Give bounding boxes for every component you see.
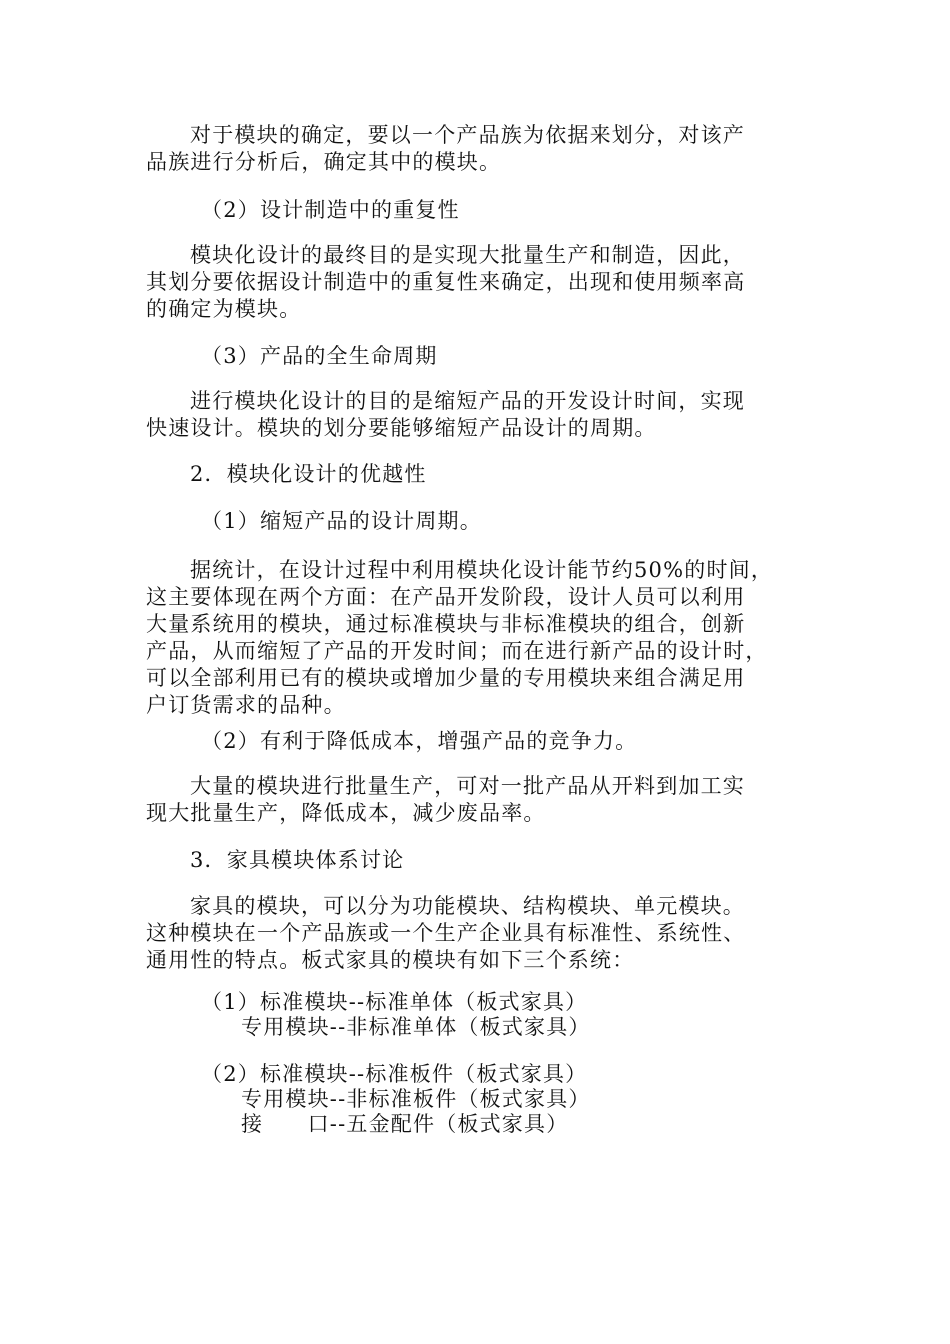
subheading-shorten-cycle: （1）缩短产品的设计周期。 xyxy=(201,509,482,533)
paragraph-module-determination xyxy=(146,122,794,176)
paragraph-batch-production xyxy=(146,773,794,827)
paragraph-lifecycle xyxy=(146,388,794,442)
paragraph-furniture-modules xyxy=(146,893,794,974)
module-list-1 xyxy=(201,990,849,1040)
text-line: 据统计，在设计过程中利用模块化设计能节约50%的时间， xyxy=(190,558,774,582)
text-line: 这种模块在一个产品族或一个生产企业具有标准性、系统性、 xyxy=(146,921,746,945)
list-item: 专用模块--非标准单体（板式家具） xyxy=(241,1015,591,1039)
module-list-2 xyxy=(201,1062,849,1137)
subheading-reduce-cost: （2）有利于降低成本，增强产品的竞争力。 xyxy=(201,729,638,753)
text-line: 大量的模块进行批量生产，可对一批产品从开料到加工实 xyxy=(190,774,745,798)
text-line: 对于模块的确定，要以一个产品族为依据来划分，对该产 xyxy=(190,123,745,147)
text-line: 进行模块化设计的目的是缩短产品的开发设计时间，实现 xyxy=(190,389,745,413)
subheading-repeatability: （2）设计制造中的重复性 xyxy=(201,198,460,222)
text-line: 通用性的特点。板式家具的模块有如下三个系统： xyxy=(146,948,635,972)
text-line: 户订货需求的品种。 xyxy=(146,693,346,717)
paragraph-repeatability xyxy=(146,242,794,323)
text-line: 这主要体现在两个方面：在产品开发阶段，设计人员可以利用 xyxy=(146,585,746,609)
subheading-lifecycle: （3）产品的全生命周期 xyxy=(201,344,438,368)
heading-advantages: 2．模块化设计的优越性 xyxy=(190,462,427,486)
paragraph-statistics xyxy=(146,557,794,719)
text-line: 模块化设计的最终目的是实现大批量生产和制造，因此， xyxy=(190,243,745,267)
text-line: 可以全部利用已有的模块或增加少量的专用模块来组合满足用 xyxy=(146,666,746,690)
list-item: 专用模块--非标准板件（板式家具） xyxy=(241,1087,591,1111)
text-line: 产品，从而缩短了产品的开发时间；而在进行新产品的设计时， xyxy=(146,639,768,663)
list-item: （2）标准模块--标准板件（板式家具） xyxy=(201,1062,588,1086)
text-line: 大量系统用的模块，通过标准模块与非标准模块的组合，创新 xyxy=(146,612,746,636)
text-line: 的确定为模块。 xyxy=(146,297,302,321)
text-line: 品族进行分析后，确定其中的模块。 xyxy=(146,150,502,174)
list-item: 接 口--五金配件（板式家具） xyxy=(241,1112,569,1136)
heading-furniture-module-system: 3．家具模块体系讨论 xyxy=(190,848,405,872)
list-item: （1）标准模块--标准单体（板式家具） xyxy=(201,990,588,1014)
text-line: 快速设计。模块的划分要能够缩短产品设计的周期。 xyxy=(146,416,657,440)
text-line: 其划分要依据设计制造中的重复性来确定，出现和使用频率高 xyxy=(146,270,746,294)
text-line: 现大批量生产，降低成本，减少废品率。 xyxy=(146,801,546,825)
text-line: 家具的模块，可以分为功能模块、结构模块、单元模块。 xyxy=(190,894,745,918)
